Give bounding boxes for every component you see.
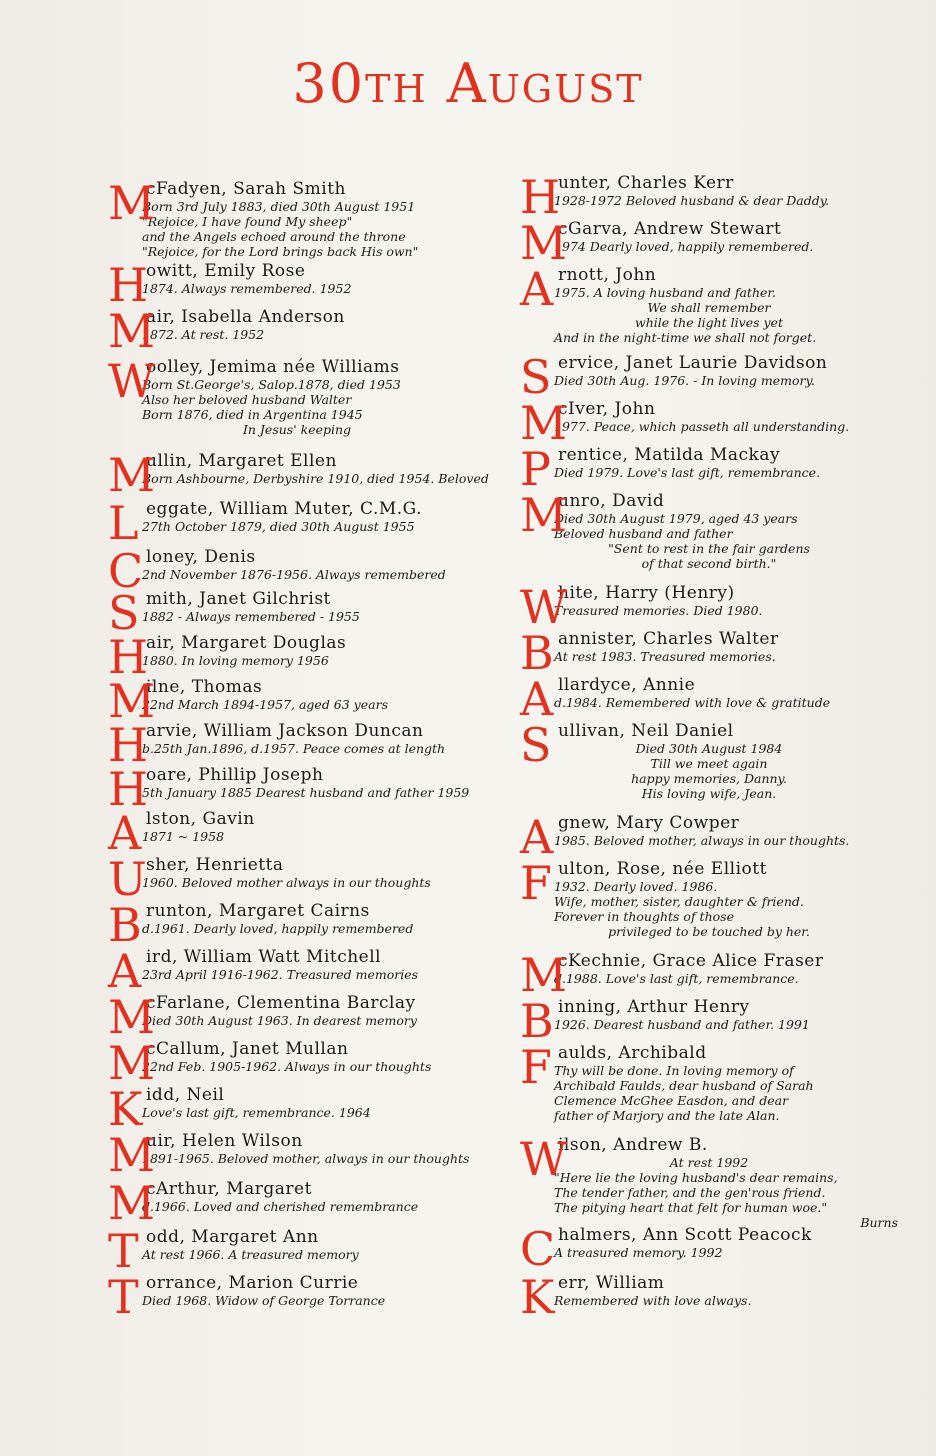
entry-line: 2nd November 1876-1956. Always remembered xyxy=(142,567,446,582)
entry-line: 1975. A loving husband and father. xyxy=(554,285,776,300)
initial-letter: B xyxy=(520,994,554,1048)
entry-name: err, William xyxy=(558,1273,665,1293)
memorial-entry xyxy=(520,1132,898,1230)
entry-line: 1974 Dearly loved, happily remembered. xyxy=(554,239,814,254)
memorial-entry xyxy=(520,626,898,680)
entry-name: runton, Margaret Cairns xyxy=(146,901,370,921)
entry-name: ilne, Thomas xyxy=(146,677,263,697)
initial-letter: U xyxy=(108,852,147,906)
memorial-entry xyxy=(108,354,486,437)
entry-name: cFarlane, Clementina Barclay xyxy=(146,993,416,1013)
memorial-entry xyxy=(520,948,898,1002)
memorial-entry xyxy=(108,762,486,816)
memorial-entry xyxy=(108,1036,486,1090)
initial-letter: F xyxy=(520,1040,552,1094)
entry-line: We shall remember xyxy=(647,300,771,315)
initial-letter: S xyxy=(520,350,552,404)
entry-line: while the light lives yet xyxy=(635,315,783,330)
entry-line: Died 30th August 1979, aged 43 years xyxy=(554,511,798,526)
initial-letter: M xyxy=(520,488,568,542)
entry-name: halmers, Ann Scott Peacock xyxy=(558,1225,812,1245)
initial-letter: T xyxy=(108,1224,139,1278)
entry-line: happy memories, Danny. xyxy=(631,771,787,786)
entry-line: His loving wife, Jean. xyxy=(641,786,777,801)
entry-line: Forever in thoughts of those xyxy=(554,909,734,924)
entry-line: Love's last gift, remembrance. 1964 xyxy=(142,1105,371,1120)
memorial-entry xyxy=(108,1176,486,1230)
memorial-entry xyxy=(520,718,898,801)
entry-line: of that second birth." xyxy=(641,556,777,571)
memorial-entry xyxy=(108,1270,486,1324)
entry-line: Till we meet again xyxy=(650,756,768,771)
entry-line: d.1988. Love's last gift, remembrance. xyxy=(554,971,799,986)
initial-letter: H xyxy=(108,258,149,312)
entry-name: rnott, John xyxy=(558,265,657,285)
initial-letter: H xyxy=(108,762,149,816)
entry-line: d.1966. Loved and cherished remembrance xyxy=(142,1199,419,1214)
entry-name: cKechnie, Grace Alice Fraser xyxy=(558,951,824,971)
entry-line: Treasured memories. Died 1980. xyxy=(554,603,763,618)
entry-line: 1880. In loving memory 1956 xyxy=(142,653,329,668)
entry-name: idd, Neil xyxy=(146,1085,225,1105)
entry-line: "Sent to rest in the fair gardens xyxy=(608,541,810,556)
entry-line: Died 1968. Widow of George Torrance xyxy=(142,1293,386,1308)
entry-line: At rest 1992 xyxy=(669,1155,749,1170)
entry-name: orrance, Marion Currie xyxy=(146,1273,359,1293)
entry-name: lston, Gavin xyxy=(146,809,255,829)
entry-line: b.25th Jan.1896, d.1957. Peace comes at length xyxy=(142,741,446,756)
initial-letter: L xyxy=(108,496,139,550)
entry-line: 1932. Dearly loved. 1986. xyxy=(554,879,718,894)
entry-name: ervice, Janet Laurie Davidson xyxy=(558,353,828,373)
entry-line: Born 1876, died in Argentina 1945 xyxy=(142,407,363,422)
memorial-entry xyxy=(520,672,898,726)
memorial-entry xyxy=(108,1128,486,1182)
memorial-entry xyxy=(108,990,486,1044)
entry-name: llardyce, Annie xyxy=(558,675,696,695)
entry-line: 1871 ~ 1958 xyxy=(142,829,225,844)
initial-letter: M xyxy=(108,1036,156,1090)
initial-letter: F xyxy=(520,856,552,910)
initial-letter: W xyxy=(108,354,156,408)
entry-line: At rest 1966. A treasured memory xyxy=(142,1247,359,1262)
initial-letter: T xyxy=(108,1270,139,1324)
entry-name: cArthur, Margaret xyxy=(146,1179,312,1199)
initial-letter: W xyxy=(520,580,568,634)
entry-name: odd, Margaret Ann xyxy=(146,1227,319,1247)
entry-line: "Here lie the loving husband's dear remains, xyxy=(554,1170,838,1185)
entry-line: 1928-1972 Beloved husband & dear Daddy. xyxy=(554,193,830,208)
entry-line: 22nd March 1894-1957, aged 63 years xyxy=(142,697,388,712)
initial-letter: M xyxy=(108,990,156,1044)
entry-line: In Jesus' keeping xyxy=(242,422,352,437)
entry-name: ird, William Watt Mitchell xyxy=(146,947,382,967)
entry-name: ullin, Margaret Ellen xyxy=(146,451,337,471)
entry-line: 1985. Beloved mother, always in our thoughts. xyxy=(554,833,850,848)
entry-name: annister, Charles Walter xyxy=(558,629,779,649)
entry-line: Archibald Faulds, dear husband of Sarah xyxy=(554,1078,814,1093)
entry-line: 1926. Dearest husband and father. 1991 xyxy=(554,1017,810,1032)
entry-line: Born Ashbourne, Derbyshire 1910, died 1954. Beloved xyxy=(142,471,489,486)
initial-letter: A xyxy=(108,806,142,860)
entry-name: mith, Janet Gilchrist xyxy=(146,589,331,609)
entry-line: Burns xyxy=(860,1215,898,1230)
memorial-entry xyxy=(108,630,486,684)
entry-line: Died 30th August 1984 xyxy=(635,741,783,756)
entry-name: loney, Denis xyxy=(146,547,256,567)
entry-line: Died 30th August 1963. In dearest memory xyxy=(142,1013,417,1028)
entry-name: gnew, Mary Cowper xyxy=(558,813,740,833)
entry-name: ullivan, Neil Daniel xyxy=(558,721,734,741)
memorial-entry xyxy=(520,856,898,939)
initial-letter: B xyxy=(520,626,554,680)
memorial-entry xyxy=(520,396,898,450)
entry-line: And in the night-time we shall not forget. xyxy=(554,330,817,345)
entry-line: Remembered with love always. xyxy=(554,1293,752,1308)
initial-letter: M xyxy=(108,448,156,502)
entry-line: 27th October 1879, died 30th August 1955 xyxy=(142,519,415,534)
memorial-entry xyxy=(520,810,898,864)
memorial-entry xyxy=(108,304,486,358)
memorial-entry xyxy=(108,1082,486,1136)
memorial-entry xyxy=(108,586,486,640)
initial-letter: A xyxy=(108,944,142,998)
entry-line: Died 1979. Love's last gift, remembrance. xyxy=(554,465,821,480)
entry-line: 1977. Peace, which passeth all understanding. xyxy=(554,419,850,434)
entry-name: unter, Charles Kerr xyxy=(558,173,734,193)
entry-line: The pitying heart that felt for human woe." xyxy=(554,1200,828,1215)
memorial-entry xyxy=(520,170,898,224)
entry-name: sher, Henrietta xyxy=(146,855,284,875)
memorial-entry xyxy=(520,262,898,345)
entry-line: A treasured memory. 1992 xyxy=(554,1245,723,1260)
initial-letter: M xyxy=(520,216,568,270)
initial-letter: M xyxy=(108,1176,156,1230)
initial-letter: A xyxy=(520,810,554,864)
entry-line: Wife, mother, sister, daughter & friend. xyxy=(554,894,804,909)
initial-letter: C xyxy=(520,1222,556,1276)
entry-line: 22nd Feb. 1905-1962. Always in our thoughts xyxy=(142,1059,432,1074)
memorial-entry xyxy=(108,496,486,550)
entry-name: cFadyen, Sarah Smith xyxy=(146,179,346,199)
entry-line: 5th January 1885 Dearest husband and father 1959 xyxy=(142,785,470,800)
entry-line: d.1984. Remembered with love & gratitude xyxy=(554,695,831,710)
memorial-entry xyxy=(108,852,486,906)
initial-letter: B xyxy=(108,898,142,952)
initial-letter: C xyxy=(108,544,144,598)
page-title: 30th August xyxy=(292,52,644,115)
entry-line: "Rejoice, I have found My sheep" xyxy=(142,214,353,229)
initial-letter: M xyxy=(108,304,156,358)
entry-name: oare, Phillip Joseph xyxy=(146,765,324,785)
entry-line: d.1961. Dearly loved, happily remembered xyxy=(142,921,414,936)
initial-letter: S xyxy=(108,586,140,640)
initial-letter: W xyxy=(520,1132,568,1186)
entry-name: cCallum, Janet Mullan xyxy=(146,1039,349,1059)
memorial-entry xyxy=(108,718,486,772)
initial-letter: M xyxy=(520,948,568,1002)
initial-letter: A xyxy=(520,672,554,726)
memorial-entry xyxy=(520,350,898,404)
memorial-entry xyxy=(108,176,486,259)
entry-line: 23rd April 1916-1962. Treasured memories xyxy=(142,967,419,982)
entry-line: The tender father, and the gen'rous friend. xyxy=(554,1185,826,1200)
entry-line: and the Angels echoed around the throne xyxy=(142,229,406,244)
entry-line: Thy will be done. In loving memory of xyxy=(554,1063,794,1078)
entry-name: owitt, Emily Rose xyxy=(146,261,306,281)
entry-name: cGarva, Andrew Stewart xyxy=(558,219,782,239)
entry-line: 1874. Always remembered. 1952 xyxy=(142,281,352,296)
entry-name: air, Margaret Douglas xyxy=(146,633,347,653)
entry-line: 1960. Beloved mother always in our thoughts xyxy=(142,875,431,890)
initial-letter: M xyxy=(108,674,156,728)
entry-name: eggate, William Muter, C.M.G. xyxy=(146,499,423,519)
entry-name: uir, Helen Wilson xyxy=(146,1131,303,1151)
initial-letter: H xyxy=(108,718,149,772)
entry-line: 1891-1965. Beloved mother, always in our thoughts xyxy=(142,1151,470,1166)
memorial-entry xyxy=(108,544,486,598)
initial-letter: H xyxy=(520,170,561,224)
entry-name: hite, Harry (Henry) xyxy=(558,583,735,603)
entry-name: inning, Arthur Henry xyxy=(558,997,750,1017)
memorial-entry xyxy=(108,898,486,952)
memorial-entry xyxy=(520,488,898,571)
initial-letter: K xyxy=(108,1082,143,1136)
memorial-entry xyxy=(520,1270,898,1324)
initial-letter: A xyxy=(520,262,554,316)
initial-letter: K xyxy=(520,1270,555,1324)
initial-letter: M xyxy=(520,396,568,450)
initial-letter: M xyxy=(108,176,156,230)
entry-name: arvie, William Jackson Duncan xyxy=(146,721,424,741)
entry-line: "Rejoice, for the Lord brings back His own" xyxy=(142,244,419,259)
memorial-entry xyxy=(108,674,486,728)
entry-name: ilson, Andrew B. xyxy=(558,1135,708,1155)
initial-letter: M xyxy=(108,1128,156,1182)
entry-line: Beloved husband and father xyxy=(554,526,733,541)
memorial-entry xyxy=(520,580,898,634)
entry-line: 1882 - Always remembered - 1955 xyxy=(142,609,360,624)
entry-line: Born 3rd July 1883, died 30th August 1951 xyxy=(142,199,416,214)
entry-line: father of Marjory and the late Alan. xyxy=(554,1108,780,1123)
memorial-entry xyxy=(108,258,486,312)
entry-name: aulds, Archibald xyxy=(558,1043,707,1063)
memorial-entry xyxy=(520,216,898,270)
memorial-entry xyxy=(108,448,489,502)
initial-letter: S xyxy=(520,718,552,772)
entry-line: Born St.George's, Salop.1878, died 1953 xyxy=(142,377,401,392)
entry-name: air, Isabella Anderson xyxy=(146,307,345,327)
entry-line: Also her beloved husband Walter xyxy=(142,392,352,407)
memorial-entry xyxy=(108,806,486,860)
entry-name: unro, David xyxy=(558,491,665,511)
initial-letter: P xyxy=(520,442,551,496)
memorial-entry xyxy=(520,442,898,496)
entry-line: At rest 1983. Treasured memories. xyxy=(554,649,776,664)
initial-letter: H xyxy=(108,630,149,684)
entry-line: Died 30th Aug. 1976. - In loving memory. xyxy=(554,373,815,388)
memorial-entry xyxy=(520,1040,898,1123)
entry-line: privileged to be touched by her. xyxy=(608,924,810,939)
entry-name: rentice, Matilda Mackay xyxy=(558,445,781,465)
memorial-entry xyxy=(520,994,898,1048)
entry-name: ulton, Rose, née Elliott xyxy=(558,859,767,879)
entry-name: oolley, Jemima née Williams xyxy=(146,357,400,377)
entry-name: cIver, John xyxy=(558,399,656,419)
entry-line: Clemence McGhee Easdon, and dear xyxy=(554,1093,789,1108)
entry-line: 1872. At rest. 1952 xyxy=(142,327,265,342)
memorial-entry xyxy=(108,944,486,998)
memorial-entry xyxy=(108,1224,486,1278)
